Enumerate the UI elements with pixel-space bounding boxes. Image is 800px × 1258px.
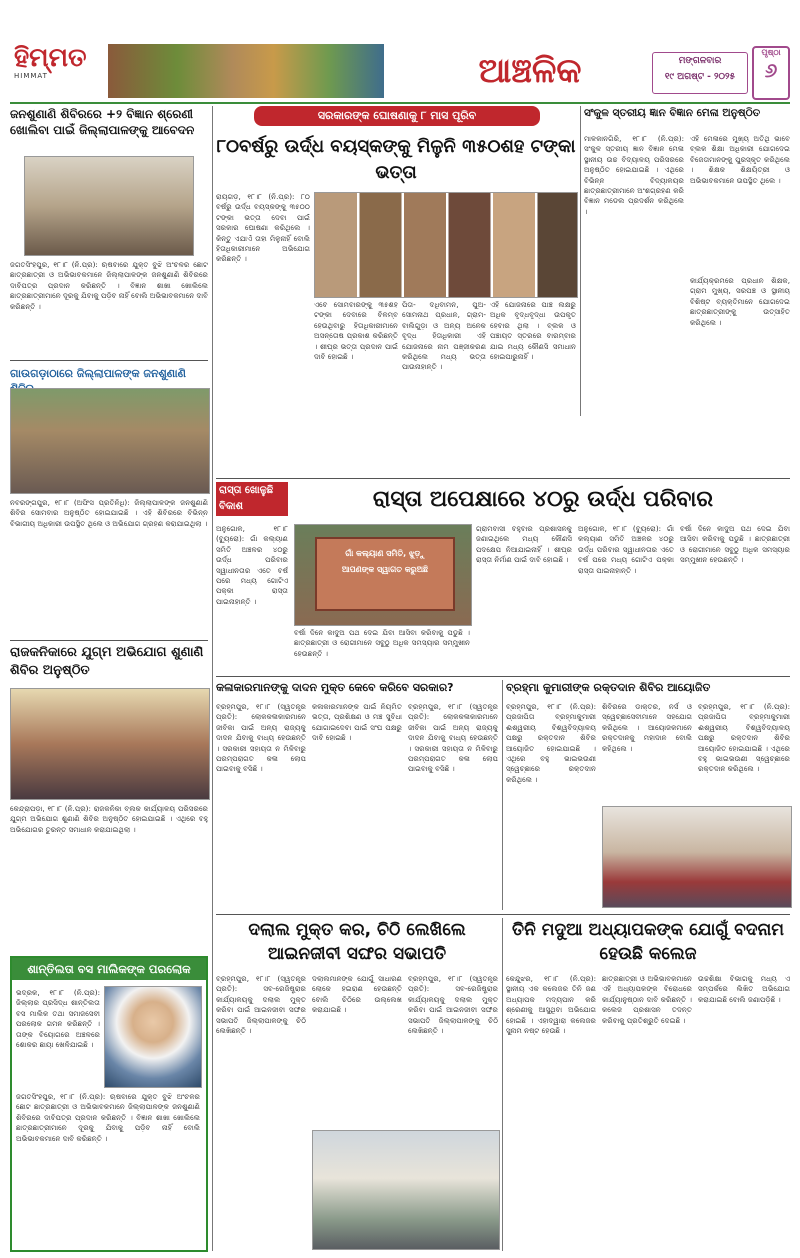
- story-headline: ସଂକୁଳ ସ୍ତରୀୟ ଜ୍ଞାନ ବିଜ୍ଞାନ ମେଳା ଅନୁଷ୍ଠିତ: [584, 107, 761, 119]
- kicker-box: ରାସ୍ତା ଖୋଳୁଛି ବିକାଶ: [216, 482, 288, 516]
- banner-strip: ସରକାରଙ୍କ ଘୋଷଣାକୁ ୮ ମାସ ପୂରିବ: [254, 106, 540, 126]
- story-headline: ଜନଶୁଣାଣି ଶିବିରରେ +୨ ବିଜ୍ଞାନ ଶ୍ରେଣୀ ଖୋଲିବା ପାଇଁ ଜିଲ୍ଲାପାଳଙ୍କୁ ଆବେଦନ: [10, 107, 195, 137]
- logo: [14, 44, 106, 94]
- story-headline: ତିନି ମଦୁଆ ଅଧ୍ୟାପକଙ୍କ ଯୋଗୁଁ ବଦନାମ ହେଉଛି କଲେଜ: [512, 920, 784, 964]
- photo-portrait: [104, 986, 202, 1088]
- story-body-col3: ବ୍ରହ୍ମପୁର, ୧୮।୮ (ନି.ପ୍ର): ପ୍ରଜାପିତା ବ୍ରହ୍ମାକୁମାରୀ ଈଶ୍ୱରୀୟ ବିଶ୍ୱବିଦ୍ୟାଳୟ ପକ୍ଷରୁ ରକ୍ତଦାନ ଶିବିର ଆୟୋଜିତ ହୋଇଯାଇଛି । ଏଥିରେ ବହୁ ଭାଇଭଉଣୀ ସ୍ୱେଚ୍ଛାରେ ରକ୍ତଦାନ କରିଥିଲେ ।: [698, 702, 790, 774]
- story-body: ନବରଙ୍ଗପୁର, ୧୮।୮ (ଅଫିସ ପ୍ରତିନିଧି): ଜିଲ୍ଲାପାଳଙ୍କ ଜନଶୁଣାଣି ଶିବିର ସୋମବାର ଅନୁଷ୍ଠିତ ହୋଇଯାଇଛି । ଏହି ଶିବିରରେ ବିଭିନ୍ନ ବିଭାଗୀୟ ଅଧିକାରୀ ଉପସ୍ଥିତ ଥିଲେ ଓ ଅଭିଯୋଗ ଗ୍ରହଣ କରାଯାଇଥିଲା ।: [10, 498, 208, 528]
- sign-line-1: ଗାଁ କଲ୍ୟାଣ ସମିତି, ଝୁଡ଼ୁ: [345, 549, 425, 558]
- story-headline: ବ୍ରହ୍ମା କୁମାରୀଙ୍କ ରକ୍ତଦାନ ଶିବିର ଆୟୋଜିତ: [506, 681, 711, 694]
- section-title: ଆଞ୍ଚଳିକ: [478, 51, 582, 91]
- story-body-col2: ବର୍ଷା ଦିନେ କାଦୁଅ ପଥ ଦେଇ ଯିବା ଆସିବା କରିବାକୁ ପଡୁଛି । ଛାତ୍ରଛାତ୍ରୀ ଓ ରୋଗୀମାନେ ସବୁଠୁ ଅଧିକ ସମସ୍ୟାର ସମ୍ମୁଖୀନ ହେଉଛନ୍ତି ।: [294, 628, 470, 658]
- story-body: କେନ୍ଦ୍ରାପଡ଼ା, ୧୮।୮ (ନି.ପ୍ର): ରାଜକନିକା ବ୍ଲକ କାର୍ଯ୍ୟାଳୟ ପରିସରରେ ଯୁଗ୍ମ ଅଭିଯୋଗ ଶୁଣାଣି ଶିବିର ଅନୁଷ୍ଠିତ ହୋଇଯାଇଛି । ଏଥିରେ ବହୁ ଅଭିଯୋଗର ତୁରନ୍ତ ସମାଧାନ କରାଯାଇଥିଲା ।: [10, 804, 208, 834]
- story-headline: ରାସ୍ତା ଅପେକ୍ଷାରେ ୪୦ରୁ ଉର୍ଦ୍ଧ ପରିବାର: [372, 487, 714, 512]
- story-body-col1: କେନ୍ଦୁଝର, ୧୮।୮ (ନି.ପ୍ର): ସ୍ଥାନୀୟ ଏକ କଲେଜର ତିନି ଜଣ ଅଧ୍ୟାପକ ମଦ୍ୟପାନ କରି ଶ୍ରେଣୀକୁ ଆସୁଥିବା ଅଭିଯୋଗ ହୋଇଛି । ଏହାଦ୍ୱାରା କଲେଜର ସୁନାମ ନଷ୍ଟ ହେଉଛି ।: [506, 974, 596, 1036]
- story-headline: ଶାନ୍ତିଲତା ବସ ମାଲିକଙ୍କ ପରଲୋକ: [12, 958, 206, 980]
- logo-sub: HIMMAT: [14, 72, 48, 80]
- story-body-continued: ଜଗତସିଂହପୁର, ୧୮।୮ (ନି.ପ୍ର): ଋଷବାରେ ଯୁକ୍ତ ବୁଝି ଅଂଚଳର ଛୋଟ ଛାତ୍ରଛାତ୍ରୀ ଓ ଅଭିଭାବକମାନେ ଜିଲ୍ଲାପାଳଙ୍କ ଜନଶୁଣାଣି ଶିବିରରେ ଦାବିପତ୍ର ପ୍ରଦାନ କରିଛନ୍ତି । ବିଜ୍ଞାନ ଶାଖା ଖୋଲିଲେ ଛାତ୍ରଛାତ୍ରୀମାନେ ଦୂରକୁ ଯିବାକୁ ପଡ଼ିବ ନାହିଁ ବୋଲି ଅଭିଭାବକମାନେ ଦାବି କରିଛନ୍ତି ।: [16, 1092, 200, 1143]
- story-science-stream-appeal: [10, 106, 208, 356]
- story-college: [506, 918, 790, 1251]
- story-body-col1: ଅନୁଗୋଳ, ୧୮।୮ (ବ୍ୟୁରୋ): ଗାଁ କଲ୍ୟାଣ ସମିତି ଅଞ୍ଚଳର ୪୦ରୁ ଉର୍ଦ୍ଧ ପରିବାର ସ୍ୱାଧୀନତାର ଏତେ ବର୍ଷ ପରେ ମଧ୍ୟ ଗୋଟିଏ ପକ୍କା ରାସ୍ତା ପାଇନାହାନ୍ତି ।: [216, 524, 288, 606]
- story-body-col3: ଉଚ୍ଚଶିକ୍ଷା ବିଭାଗକୁ ମଧ୍ୟ ଏ ସମ୍ପର୍କରେ ଲିଖିତ ଅଭିଯୋଗ କରାଯାଇଛି ବୋଲି ଜଣାପଡ଼ିଛି ।: [698, 974, 790, 1004]
- story-body-col4: ଅନୁଗୋଳ, ୧୮।୮ (ବ୍ୟୁରୋ): ଗାଁ କଲ୍ୟାଣ ସମିତି ଅଞ୍ଚଳର ୪୦ରୁ ଉର୍ଦ୍ଧ ପରିବାର ସ୍ୱାଧୀନତାର ଏତେ ବର୍ଷ ପରେ ମଧ୍ୟ ଗୋଟିଏ ପକ୍କା ରାସ୍ତା ପାଇନାହାନ୍ତି ।: [578, 524, 674, 575]
- story-headline: ରାଜକନିକାରେ ଯୁଗ୍ମ ଅଭିଯୋଗ ଶୁଣାଣି ଶିବିର ଅନୁଷ୍ଠିତ: [10, 645, 204, 678]
- story-body-col3: ଗ୍ରାମବାସୀ ବହୁବାର ପ୍ରଶାସନକୁ ଜଣାଇଥିଲେ ମଧ୍ୟ କୌଣସି ପଦକ୍ଷେପ ନିଆଯାଇନାହିଁ । ଶୀଘ୍ର ରାସ୍ତା ନିର୍ମାଣ ପାଇଁ ଦାବି ହୋଇଛି ।: [476, 524, 572, 565]
- story-body-col2: ଏହି ମେଳାରେ ମୁଖ୍ୟ ଅତିଥି ଭାବେ ବ୍ଲକ ଶିକ୍ଷା ଅଧିକାରୀ ଯୋଗଦେଇ ବିଜେତାମାନଙ୍କୁ ପୁରସ୍କୃତ କରିଥିଲେ । ଶିକ୍ଷକ ଶିକ୍ଷୟିତ୍ରୀ ଓ ଅଭିଭାବକମାନେ ଉପସ୍ଥିତ ଥିଲେ ।: [690, 134, 790, 185]
- story-headline: କଳାକାରମାନଙ୍କୁ ଦାଦନ ମୁକ୍ତ କେବେ କରିବେ ସରକାର?: [216, 681, 454, 694]
- masthead: [0, 0, 800, 104]
- signboard: [315, 537, 455, 611]
- photo-meeting-hall: [24, 156, 194, 256]
- story-body-col2: ଛାତ୍ରଛାତ୍ରୀ ଓ ଅଭିଭାବକମାନେ ଏହି ଅଧ୍ୟାପକଙ୍କ ବିରୋଧରେ କାର୍ଯ୍ୟାନୁଷ୍ଠାନ ଦାବି କରିଛନ୍ତି । କଲେଜ ପ୍ରଶାସନ ତଦନ୍ତ କରିବାକୁ ପ୍ରତିଶ୍ରୁତି ଦେଇଛି ।: [602, 974, 692, 1025]
- photo-officials-meeting: [10, 688, 210, 800]
- story-headline: ଗାଉଗଡ଼ାଠାରେ ଜିଲ୍ଲାପାଳଙ୍କ ଜନଶୁଣାଣି: [10, 367, 186, 380]
- story-body-col2: ଦଲାଲମାନଙ୍କ ଯୋଗୁଁ ସାଧାରଣ ଲୋକେ ହଇରାଣ ହେଉଛନ୍ତି ବୋଲି ଚିଠିରେ ଉଲ୍ଲେଖ କରାଯାଇଛି ।: [312, 974, 402, 1015]
- page-number-box: [752, 46, 790, 100]
- story-body-col1: ରାୟଗଡ଼, ୧୮।୮ (ନି.ପ୍ର): ୮୦ ବର୍ଷରୁ ଉର୍ଦ୍ଧ ବୟସ୍କଙ୍କୁ ୩୫୦୦ ଟଙ୍କା ଭତ୍ତା ଦେବା ପାଇଁ ସରକାର ଘୋଷଣା କରିଥିଲେ । କିନ୍ତୁ ଏଯାଏଁ ତାହା ମିଳୁନାହିଁ ବୋଲି ହିତାଧିକାରୀମାନେ ଅଭିଯୋଗ କରିଛନ୍ତି ।: [216, 192, 310, 264]
- story-body-col3: ପିତା- ଦଧିବାମନ, ପୁଅ- ସୋମନାଥ ପ୍ରଧାନ, ଗ୍ରାମ- ବାଲିଗୁଡ଼ା ଓ ଅନ୍ୟ ଅନେକ ବୃଦ୍ଧ ହିତାଧିକାରୀ ଏହି ଯୋଜନାରେ ନାମ ପଞ୍ଜୀକରଣ କରିଥିଲେ ମଧ୍ୟ ଭତ୍ତା ପାଉନାହାନ୍ତି ।: [402, 300, 486, 372]
- page-number: ୬: [764, 58, 778, 82]
- photo-village-signboard: [294, 524, 472, 626]
- page-label: ପୃଷ୍ଠା: [761, 48, 781, 57]
- masthead-photo-collage: [108, 44, 384, 98]
- sign-line-2: ଆପଣଙ୍କ ସ୍ୱାଗତ କରୁଅଛି: [341, 565, 429, 574]
- story-body-col2: ଶିବିରରେ ଡାକ୍ତର, ନର୍ସ ଓ ସ୍ୱେଚ୍ଛାସେବୀମାନେ ସହଯୋଗ କରିଥିଲେ । ଆୟୋଜକମାନେ ରକ୍ତଦାନକୁ ମହାଦାନ ବୋଲି କହିଥିଲେ ।: [602, 702, 692, 753]
- story-body-col3: ବ୍ରହ୍ମପୁର, ୧୮।୮ (ସ୍ୱତନ୍ତ୍ର ପ୍ରତି): ସବ-ରେଜିଷ୍ଟ୍ରାର କାର୍ଯ୍ୟାଳୟକୁ ଦଲାଲ ମୁକ୍ତ କରିବା ପାଇଁ ଆଇନଜୀବୀ ସଙ୍ଘର ସଭାପତି ଜିଲ୍ଲାପାଳଙ୍କୁ ଚିଠି ଲେଖିଛନ୍ତି ।: [408, 974, 498, 1036]
- story-gaugada-camp: [10, 366, 208, 636]
- story-obituary-box: [10, 956, 208, 1252]
- story-body-col2: ଏବେ ସୋମବାରଙ୍କୁ ୩୫ଶହ ଟଙ୍କା ଦେବାରେ ବିଳମ୍ବ ହେଉଥିବାରୁ ହିତାଧିକାରୀମାନେ ଅସନ୍ତୋଷ ପ୍ରକାଶ କରିଛନ୍ତି । ଶୀଘ୍ର ଭତ୍ତା ପ୍ରଦାନ ପାଇଁ ଦାବି ହୋଇଛି ।: [314, 300, 398, 362]
- story-artists: [216, 680, 498, 910]
- photo-public-hearing: [10, 388, 210, 494]
- story-body-col2: କଳାକାରମାନଙ୍କ ପାଇଁ ନିୟମିତ ଭତ୍ତା, ପ୍ରଶିକ୍ଷଣ ଓ ମଞ୍ଚ ସୁବିଧା ଯୋଗାଇଦେବା ପାଇଁ ସଂଘ ପକ୍ଷରୁ ଦାବି ହୋଇଛି ।: [312, 702, 402, 743]
- story-body-col1: ମାଳକାନଗିରି, ୧୮।୮ (ନି.ପ୍ର): ସଂକୁଳ ସ୍ତରୀୟ ଜ୍ଞାନ ବିଜ୍ଞାନ ମେଳା ସ୍ଥାନୀୟ ଉଚ୍ଚ ବିଦ୍ୟାଳୟ ପରିସରରେ ଅନୁଷ୍ଠିତ ହୋଇଯାଇଛି । ଏଥିରେ ବିଭିନ୍ନ ବିଦ୍ୟାଳୟର ଛାତ୍ରଛାତ୍ରୀମାନେ ଅଂଶଗ୍ରହଣ କରି ବିଜ୍ଞାନ ମଡେଲ ପ୍ରଦର୍ଶନ କରିଥିଲେ ।: [584, 134, 684, 216]
- photo-office-building: [312, 1130, 500, 1250]
- story-body-col1: ବ୍ରହ୍ମପୁର, ୧୮।୮ (ସ୍ୱତନ୍ତ୍ର ପ୍ରତି): ଲୋକକଳାକାରମାନେ ଜୀବିକା ପାଇଁ ଅନ୍ୟ ରାଜ୍ୟକୁ ଦାଦନ ଯିବାକୁ ବାଧ୍ୟ ହେଉଛନ୍ତି । ସରକାରୀ ସହାୟତା ନ ମିଳିବାରୁ ପରମ୍ପରାଗତ କଳା ଲୋପ ପାଇବାକୁ ବସିଛି ।: [216, 702, 306, 774]
- story-body: ଜଗତସିଂହପୁର, ୧୮।୮ (ନି.ପ୍ର): ଋଷବାରେ ଯୁକ୍ତ ବୁଝି ଅଂଚଳର ଛୋଟ ଛାତ୍ରଛାତ୍ରୀ ଓ ଅଭିଭାବକମାନେ ଜିଲ୍ଲାପାଳଙ୍କ ଜନଶୁଣାଣି ଶିବିରରେ ଦାବିପତ୍ର ପ୍ରଦାନ କରିଛନ୍ତି । ବିଜ୍ଞାନ ଶାଖା ଖୋଲିଲେ ଛାତ୍ରଛାତ୍ରୀମାନେ ଦୂରକୁ ଯିବାକୁ ପଡ଼ିବ ନାହିଁ ବୋଲି ଅଭିଭାବକମାନେ ଦାବି କରିଛନ୍ତି ।: [10, 260, 208, 311]
- story-headline: ଦଲାଲ ମୁକ୍ତ କର, ଚିଠି ଲେଖିଲେ ଆଇନଜୀବୀ ସଙ୍ଘର ସଭାପତି: [248, 920, 466, 964]
- story-science-fair: [584, 106, 790, 416]
- story-body-col3: କାର୍ଯ୍ୟକ୍ରମରେ ପ୍ରଧାନ ଶିକ୍ଷକ, ଗ୍ରାମ ମୁଖ୍ୟ, ସରପଞ୍ଚ ଓ ସ୍ଥାନୀୟ ବିଶିଷ୍ଟ ବ୍ୟକ୍ତିମାନେ ଯୋଗଦେଇ ଛାତ୍ରଛାତ୍ରୀଙ୍କୁ ଉତ୍ସାହିତ କରିଥିଲେ ।: [690, 276, 790, 327]
- logo-text: ହିମ୍ମତ: [14, 43, 87, 73]
- story-body-col3: ବ୍ରହ୍ମପୁର, ୧୮।୮ (ସ୍ୱତନ୍ତ୍ର ପ୍ରତି): ଲୋକକଳାକାରମାନେ ଜୀବିକା ପାଇଁ ଅନ୍ୟ ରାଜ୍ୟକୁ ଦାଦନ ଯିବାକୁ ବାଧ୍ୟ ହେଉଛନ୍ତି । ସରକାରୀ ସହାୟତା ନ ମିଳିବାରୁ ପରମ୍ପରାଗତ କଳା ଲୋପ ପାଇବାକୁ ବସିଛି ।: [408, 702, 498, 774]
- story-body-col4: ଏହି ଯୋଜନାରେ ପାଞ୍ଚ ଲକ୍ଷରୁ ଅଧିକ ବୃଦ୍ଧବୃଦ୍ଧା ଉପକୃତ ହେବାର ଥିଲା । ବ୍ଲକ ଓ ପଞ୍ଚାୟତ ସ୍ତରରେ ବାରମ୍ବାର ଯାଇ ମଧ୍ୟ କୌଣସି ସମାଧାନ ହୋଇପାରୁନାହିଁ ।: [490, 300, 576, 362]
- story-pension: [216, 106, 576, 476]
- photo-blood-donation: [602, 806, 792, 908]
- photo-elderly-collage: [314, 192, 578, 298]
- story-body-col1: ବ୍ରହ୍ମପୁର, ୧୮।୮ (ନି.ପ୍ର): ପ୍ରଜାପିତା ବ୍ରହ୍ମାକୁମାରୀ ଈଶ୍ୱରୀୟ ବିଶ୍ୱବିଦ୍ୟାଳୟ ପକ୍ଷରୁ ରକ୍ତଦାନ ଶିବିର ଆୟୋଜିତ ହୋଇଯାଇଛି । ଏଥିରେ ବହୁ ଭାଇଭଉଣୀ ସ୍ୱେଚ୍ଛାରେ ରକ୍ତଦାନ କରିଥିଲେ ।: [506, 702, 596, 784]
- left-column: [10, 106, 208, 1251]
- story-blood-donation: [506, 680, 790, 910]
- story-road: [216, 482, 790, 672]
- story-body-col5: ବର୍ଷା ଦିନେ କାଦୁଅ ପଥ ଦେଇ ଯିବା ଆସିବା କରିବାକୁ ପଡୁଛି । ଛାତ୍ରଛାତ୍ରୀ ଓ ରୋଗୀମାନେ ସବୁଠୁ ଅଧିକ ସମସ୍ୟାର ସମ୍ମୁଖୀନ ହେଉଛନ୍ତି ।: [680, 524, 790, 565]
- story-body-col1: ବ୍ରହ୍ମପୁର, ୧୮।୮ (ସ୍ୱତନ୍ତ୍ର ପ୍ରତି): ସବ-ରେଜିଷ୍ଟ୍ରାର କାର୍ଯ୍ୟାଳୟକୁ ଦଲାଲ ମୁକ୍ତ କରିବା ପାଇଁ ଆଇନଜୀବୀ ସଙ୍ଘର ସଭାପତି ଜିଲ୍ଲାପାଳଙ୍କୁ ଚିଠି ଲେଖିଛନ୍ତି ।: [216, 974, 306, 1036]
- date-box: [652, 52, 748, 94]
- story-headline: ୮୦ବର୍ଷରୁ ଉର୍ଦ୍ଧ ବୟସ୍କଙ୍କୁ ମିଳୁନି ୩୫୦ଶହ ଟଙ୍କା ଭତ୍ତା: [216, 136, 576, 183]
- story-lawyers: [216, 918, 498, 1251]
- story-rajkanika-camp: [10, 644, 208, 954]
- date: ୧୯ ଅଗଷ୍ଟ - ୨୦୨୫: [664, 72, 736, 82]
- story-body: ଭଦ୍ରକ, ୧୮।୮ (ନି.ପ୍ର): ଜିଲ୍ଲାର ପ୍ରସିଦ୍ଧ ଶାନ୍ତିଲତା ବସ ମାଲିକ ତଥା ସମାଜସେବୀ ପରଲୋକ ଗମନ କରିଛନ୍ତି । ତାଙ୍କ ବିୟୋଗରେ ଅଞ୍ଚଳରେ ଶୋକର ଛାୟା ଖେଳିଯାଇଛି ।: [16, 988, 100, 1050]
- weekday: ମଙ୍ଗଳବାର: [678, 56, 722, 66]
